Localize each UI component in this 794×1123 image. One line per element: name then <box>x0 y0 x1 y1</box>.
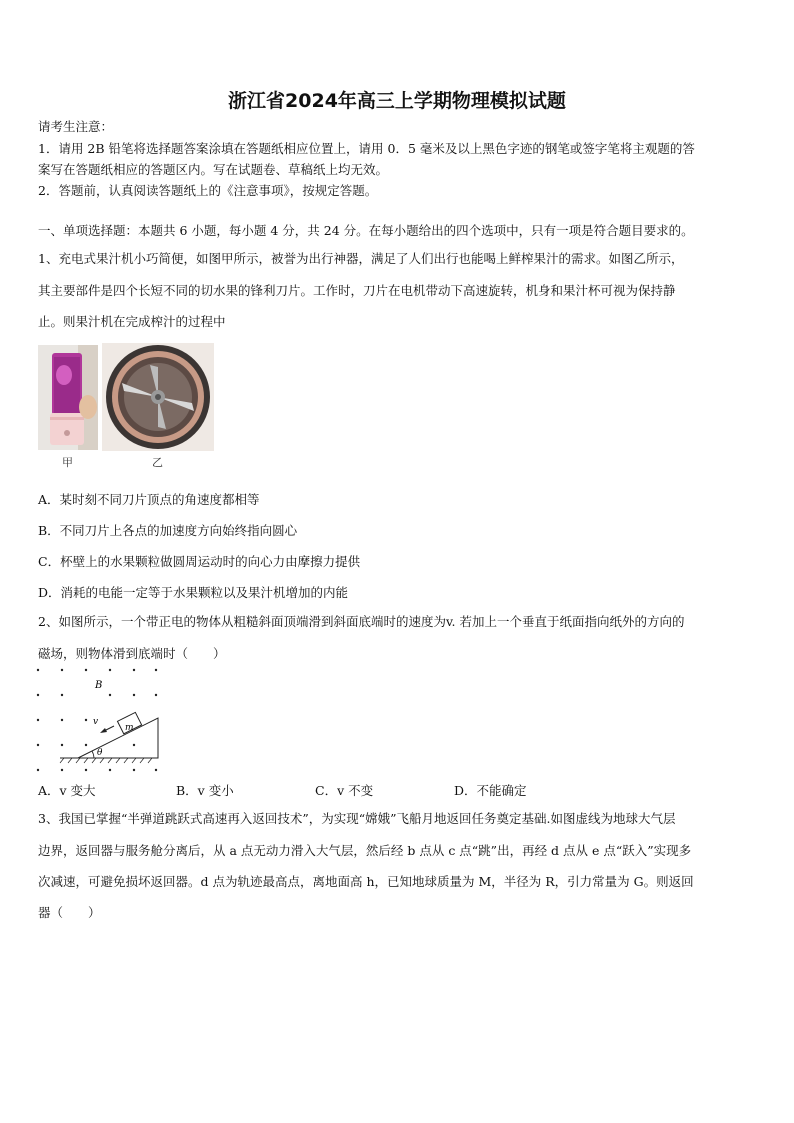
velocity-label: v <box>93 717 99 727</box>
q3-text-line-1: 3、我国已掌握“半弹道跳跃式高速再入返回技术”，为实现“嫦娥”飞船月地返回任务奠定基础.如图虚线为地球大气层 <box>38 811 676 826</box>
notice-item-2: 2．答题前，认真阅读答题纸上的《注意事项》，按规定答题。 <box>38 183 378 198</box>
q1-option-a: A．某时刻不同刀片顶点的角速度都相等 <box>38 492 260 507</box>
figure-caption-yi: 乙 <box>152 456 163 469</box>
angle-label: θ <box>97 748 103 758</box>
notice-heading: 请考生注意： <box>38 119 114 134</box>
q3-text-line-3: 次减速，可避免损坏返回器。d 点为轨迹最高点，离地面高 h，已知地球质量为 M，半径为 R，引力常量为 G。则返回 <box>38 874 694 889</box>
notice-item-1-line-1: 1．请用 2B 铅笔将选择题答案涂填在答题纸相应位置上，请用 0．5 毫米及以上黑色字迹的钢笔或签字笔将主观题的答 <box>38 141 695 156</box>
q1-option-d: D．消耗的电能一定等于水果颗粒以及果汁机增加的内能 <box>38 585 349 600</box>
blade-photo <box>102 343 214 451</box>
q2-option-d: D．不能确定 <box>454 783 527 798</box>
q1-text-line-3: 止。则果汁机在完成榨汁的过程中 <box>38 314 226 329</box>
incline-magnetic-field-diagram <box>30 660 170 778</box>
section-heading: 一、单项选择题：本题共 6 小题，每小题 4 分，共 24 分。在每小题给出的四个选项中，只有一项是符合题目要求的。 <box>38 223 694 238</box>
q2-text-line-1: 2、如图所示，一个带正电的物体从粗糙斜面顶端滑到斜面底端时的速度为v. 若加上一个垂直于纸面指向纸外的方向的 <box>38 614 685 629</box>
exam-title: 浙江省2024年高三上学期物理模拟试题 <box>228 90 566 112</box>
incline <box>78 718 158 758</box>
notice-item-1-line-2: 案写在答题纸相应的答题区内。写在试题卷、草稿纸上均无效。 <box>38 162 389 177</box>
q1-option-b: B．不同刀片上各点的加速度方向始终指向圆心 <box>38 523 298 538</box>
field-label-b: B <box>95 680 103 691</box>
figure-caption-jia: 甲 <box>62 456 73 469</box>
block-label: m <box>125 723 134 733</box>
q2-option-a: A．v 变大 <box>38 783 96 798</box>
q1-text-line-1: 1、充电式果汁机小巧简便，如图甲所示，被誉为出行神器，满足了人们出行也能喝上鲜榨果汁的需求。如图乙所示， <box>38 251 684 266</box>
q2-text-line-2: 磁场，则物体滑到底端时（ ） <box>38 646 226 661</box>
q1-text-line-2: 其主要部件是四个长短不同的切水果的锋利刀片。工作时，刀片在电机带动下高速旋转，机身和果汁杯可视为保持静 <box>38 283 676 298</box>
juicer-photo <box>38 345 98 450</box>
q3-text-line-4: 器（ ） <box>38 905 101 920</box>
q2-option-c: C．v 不变 <box>315 783 374 798</box>
q1-option-c: C．杯壁上的水果颗粒做圆周运动时的向心力由摩擦力提供 <box>38 554 361 569</box>
q2-option-b: B．v 变小 <box>176 783 234 798</box>
q3-text-line-2: 边界，返回器与服务舱分离后，从 a 点无动力滑入大气层，然后经 b 点从 c 点“跳”出，再经 d 点从 e 点“跃入”实现多 <box>38 843 692 858</box>
ground-hatching <box>60 758 152 763</box>
